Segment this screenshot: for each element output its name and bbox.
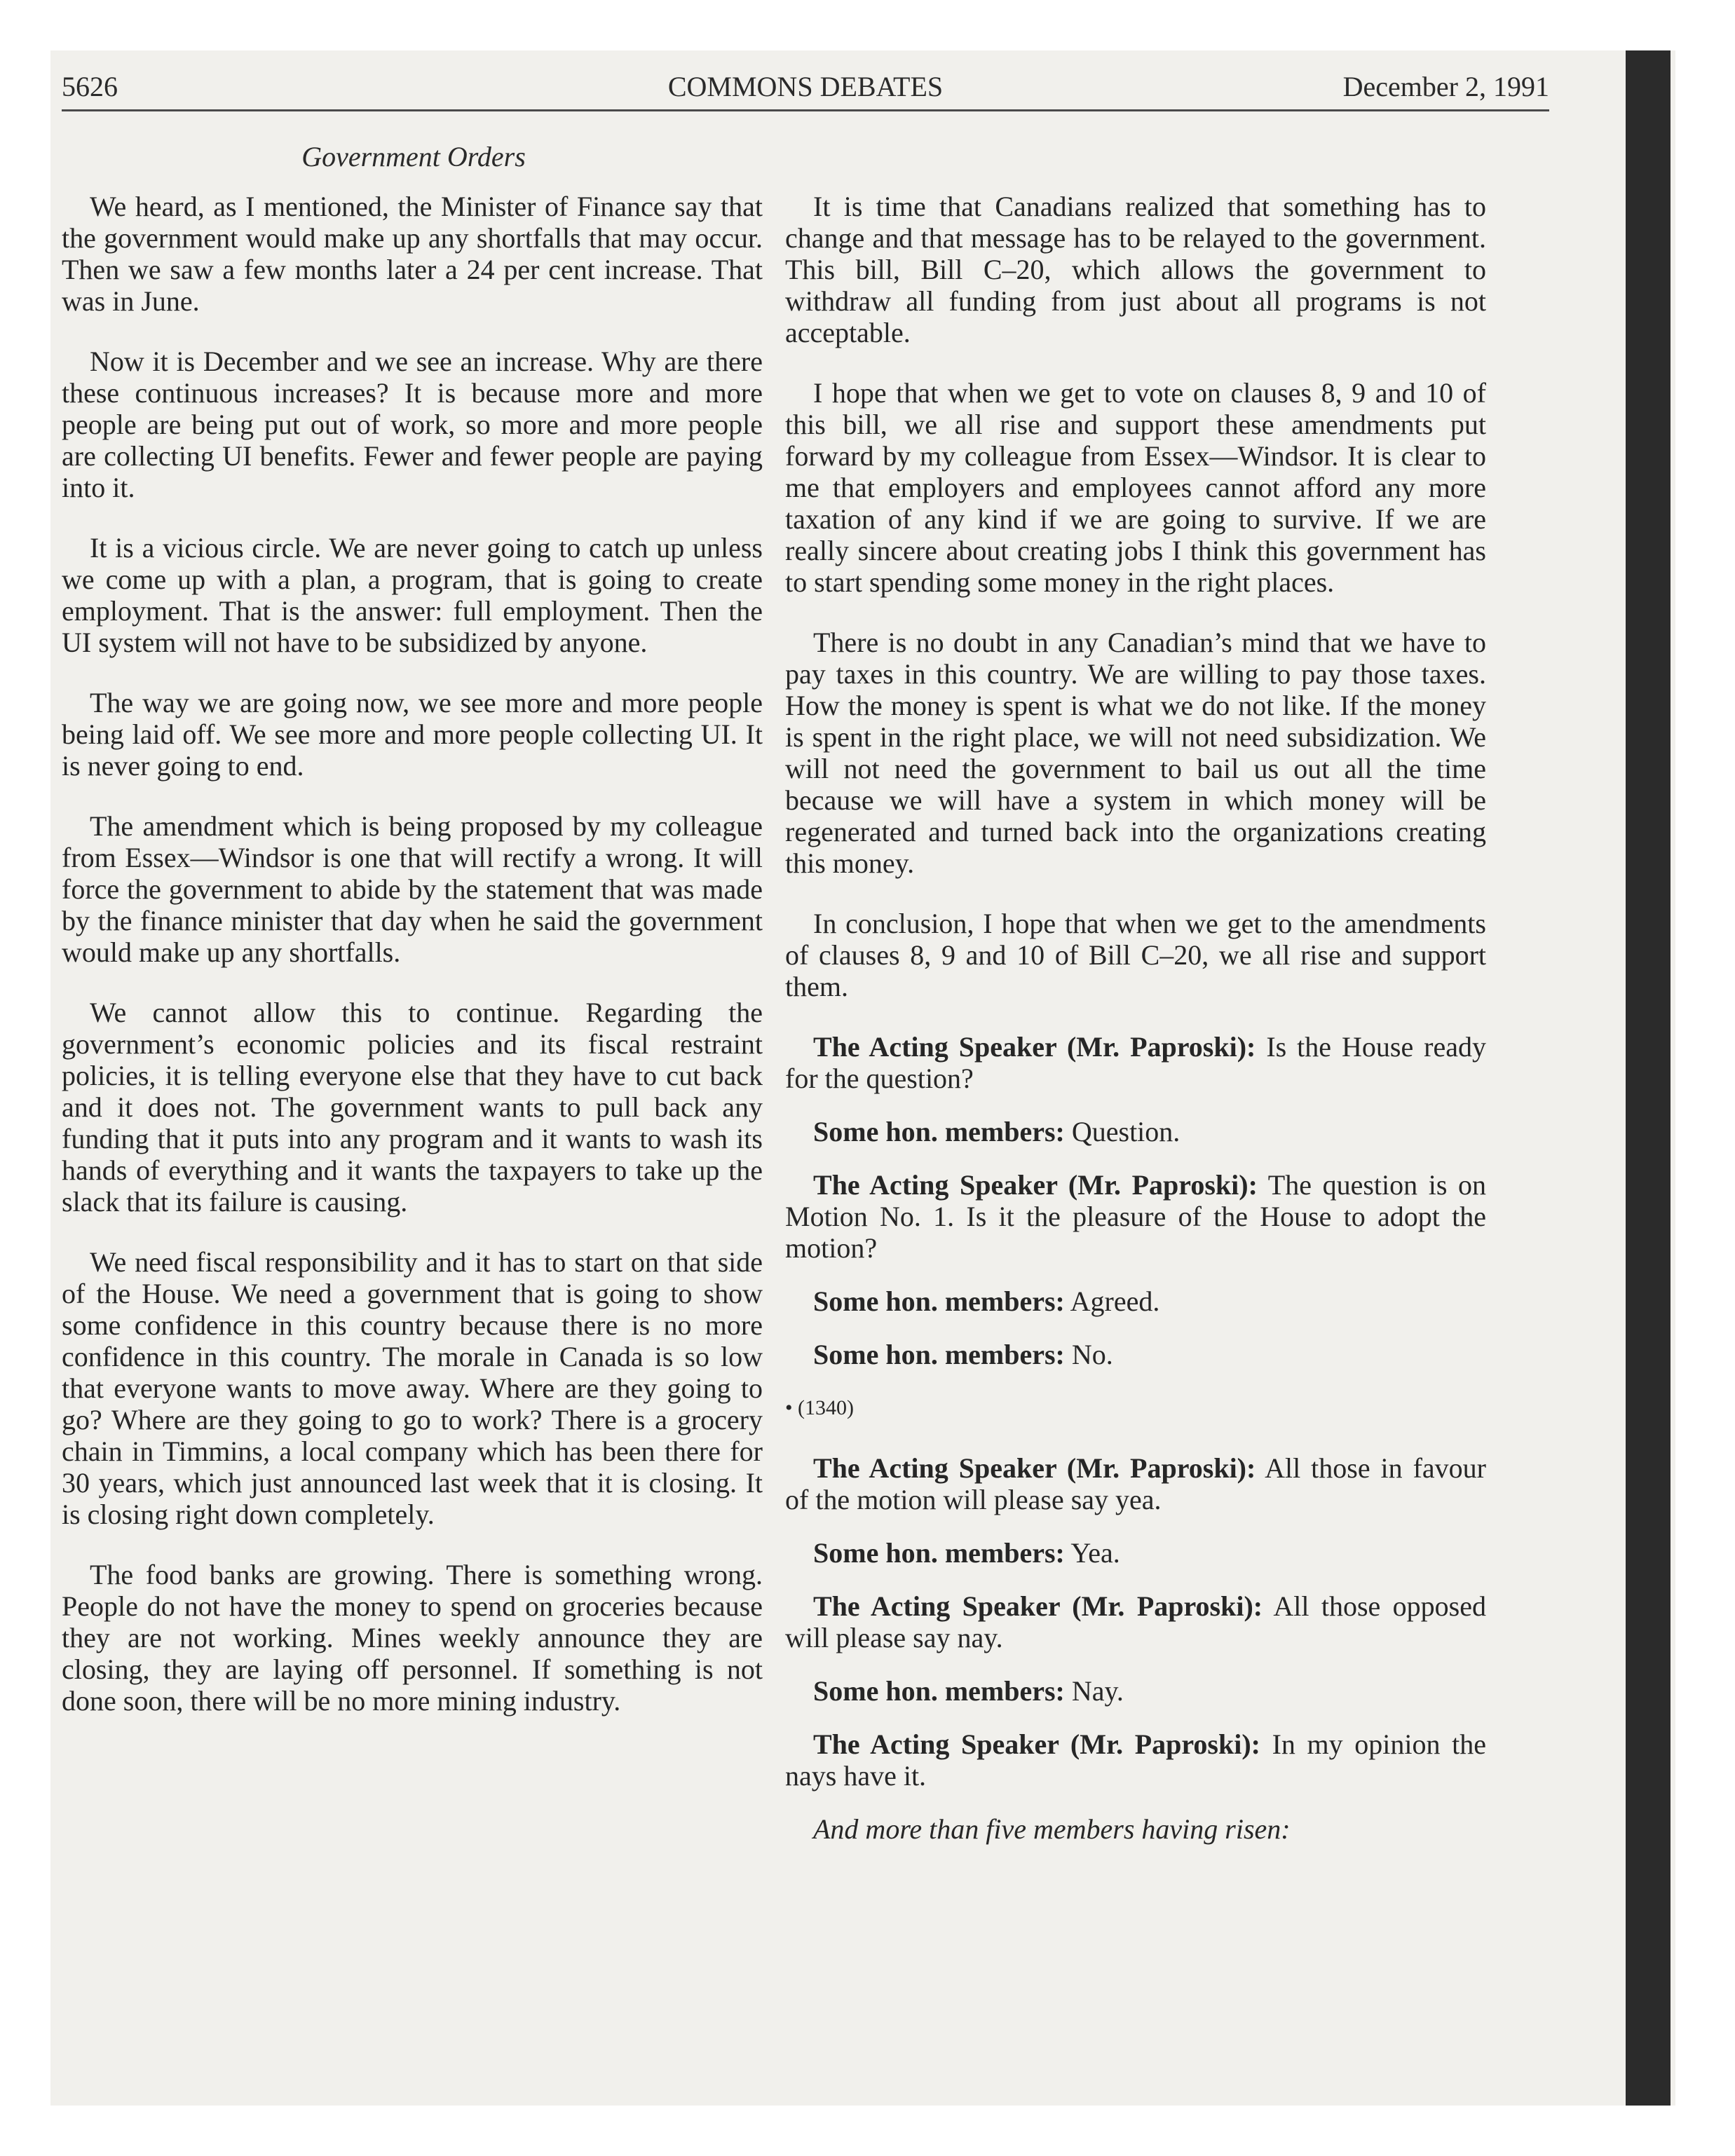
paragraph: The amendment which is being proposed by my colleague from Essex—Windsor is one that will rectify a wrong. It will force the government to abide by the statement that was made by the finance minister that day when he said the government would make up any shortfalls. [62, 810, 763, 968]
paragraph: The way we are going now, we see more and more people being laid off. We see more and more people collecting UI. It is never going to end. [62, 687, 763, 782]
speech-entry [785, 1169, 1486, 1264]
header-rule [62, 109, 1549, 111]
speaker-name: The Acting Speaker (Mr. Paproski): [813, 1452, 1256, 1484]
speech-entry [785, 1116, 1486, 1147]
speech-text: Yea. [1070, 1537, 1120, 1569]
publication-title: COMMONS DEBATES [667, 71, 944, 102]
page-number: 5626 [62, 71, 118, 102]
section-title: Government Orders [301, 141, 526, 172]
paragraph: It is a vicious circle. We are never going to catch up unless we come up with a plan, a program, that is going to create employment. That is the answer: full employment. Then the UI system will not have to be subsidized by anyone. [62, 532, 763, 658]
speech-text: Question. [1071, 1116, 1181, 1147]
speech-text: No. [1071, 1339, 1113, 1370]
speech-text: Nay. [1071, 1675, 1124, 1707]
speech-text: Agreed. [1070, 1285, 1160, 1317]
speech-text: In my opinion the nays have it. [785, 1728, 1486, 1792]
paragraph: In conclusion, I hope that when we get to the amendments of clauses 8, 9 and 10 of Bill C–20, we all rise and support them. [785, 908, 1486, 1002]
paragraph: Now it is December and we see an increase. Why are there these continuous increases? It is because more and more people are being put out of work, so more and more people are collecting UI benefits. Fewer and fewer people are paying into it. [62, 346, 763, 503]
speech-text: All those in favour of the motion will please say yea. [785, 1452, 1486, 1515]
speaker-name: Some hon. members: [813, 1675, 1065, 1707]
time-marker: • (1340) [785, 1396, 854, 1419]
stage-direction: And more than five members having risen: [813, 1813, 1291, 1845]
speaker-name: The Acting Speaker (Mr. Paproski): [813, 1031, 1256, 1063]
speech-entry [785, 1452, 1486, 1515]
speaker-name: The Acting Speaker (Mr. Paproski): [813, 1169, 1258, 1201]
speaker-name: Some hon. members: [813, 1339, 1065, 1370]
speaker-name: The Acting Speaker (Mr. Paproski): [813, 1728, 1260, 1760]
speech-entry [785, 1537, 1486, 1569]
speech-text: Is the House ready for the question? [785, 1031, 1486, 1094]
left-column [62, 191, 763, 1745]
paragraph: I hope that when we get to vote on clauses 8, 9 and 10 of this bill, we all rise and support these amendments put forward by my colleague from Essex—Windsor. It is clear to me that employers and employees cannot afford any more taxation of any kind if we are going to survive. If we are really sincere about creating jobs I think this government has to start spending some money in the right places. [785, 377, 1486, 598]
speaker-name: Some hon. members: [813, 1285, 1065, 1317]
speaker-name: Some hon. members: [813, 1537, 1065, 1569]
running-header [62, 70, 1549, 126]
publication-date: December 2, 1991 [1342, 71, 1549, 102]
speech-entry [785, 1339, 1486, 1370]
speaker-name: Some hon. members: [813, 1116, 1065, 1147]
speech-text: The question is on Motion No. 1. Is it the pleasure of the House to adopt the motion? [785, 1169, 1486, 1264]
paragraph: We heard, as I mentioned, the Minister of Finance say that the government would make up any shortfalls that may occur. Then we saw a few months later a 24 per cent increase. That was in June. [62, 191, 763, 317]
scan-border [1626, 50, 1671, 2106]
speech-entry [785, 1728, 1486, 1792]
speech-text: All those opposed will please say nay. [785, 1590, 1486, 1653]
paragraph: There is no doubt in any Canadian’s mind that we have to pay taxes in this country. We are willing to pay those taxes. How the money is spent is what we do not like. If the money is spent in the right place, we will not need subsidization. We will not need the government to bail us out all the time because we will have a system in which money will be regenerated and turned back into the organizations creating this money. [785, 627, 1486, 879]
speech-entry [785, 1031, 1486, 1094]
paragraph: It is time that Canadians realized that something has to change and that message has to be relayed to the government. This bill, Bill C–20, which allows the government to withdraw all funding from just about all programs is not acceptable. [785, 191, 1486, 348]
paragraph: We need fiscal responsibility and it has to start on that side of the House. We need a government that is going to show some confidence in this country because there is no more confidence in this country. The morale in Canada is so low that everyone wants to move away. Where are they going to go? Where are they going to go to work? There is a grocery chain in Timmins, a local company which has been there for 30 years, which just announced last week that it is closing. It is closing right down completely. [62, 1246, 763, 1530]
speech-entry [785, 1590, 1486, 1653]
paragraph: We cannot allow this to continue. Regarding the government’s economic policies and its fiscal restraint policies, it is telling everyone else that they have to cut back and it does not. The government wants to pull back any funding that it puts into any program and it wants to wash its hands of everything and it wants the taxpayers to take up the slack that its failure is causing. [62, 997, 763, 1217]
right-column [785, 191, 1486, 1874]
speech-entry [785, 1285, 1486, 1317]
paragraph: The food banks are growing. There is something wrong. People do not have the money to spend on groceries because they are not working. Mines weekly announce they are closing, they are laying off personnel. If something is not done soon, there will be no more mining industry. [62, 1559, 763, 1717]
speech-entry [785, 1675, 1486, 1707]
speaker-name: The Acting Speaker (Mr. Paproski): [813, 1590, 1263, 1622]
